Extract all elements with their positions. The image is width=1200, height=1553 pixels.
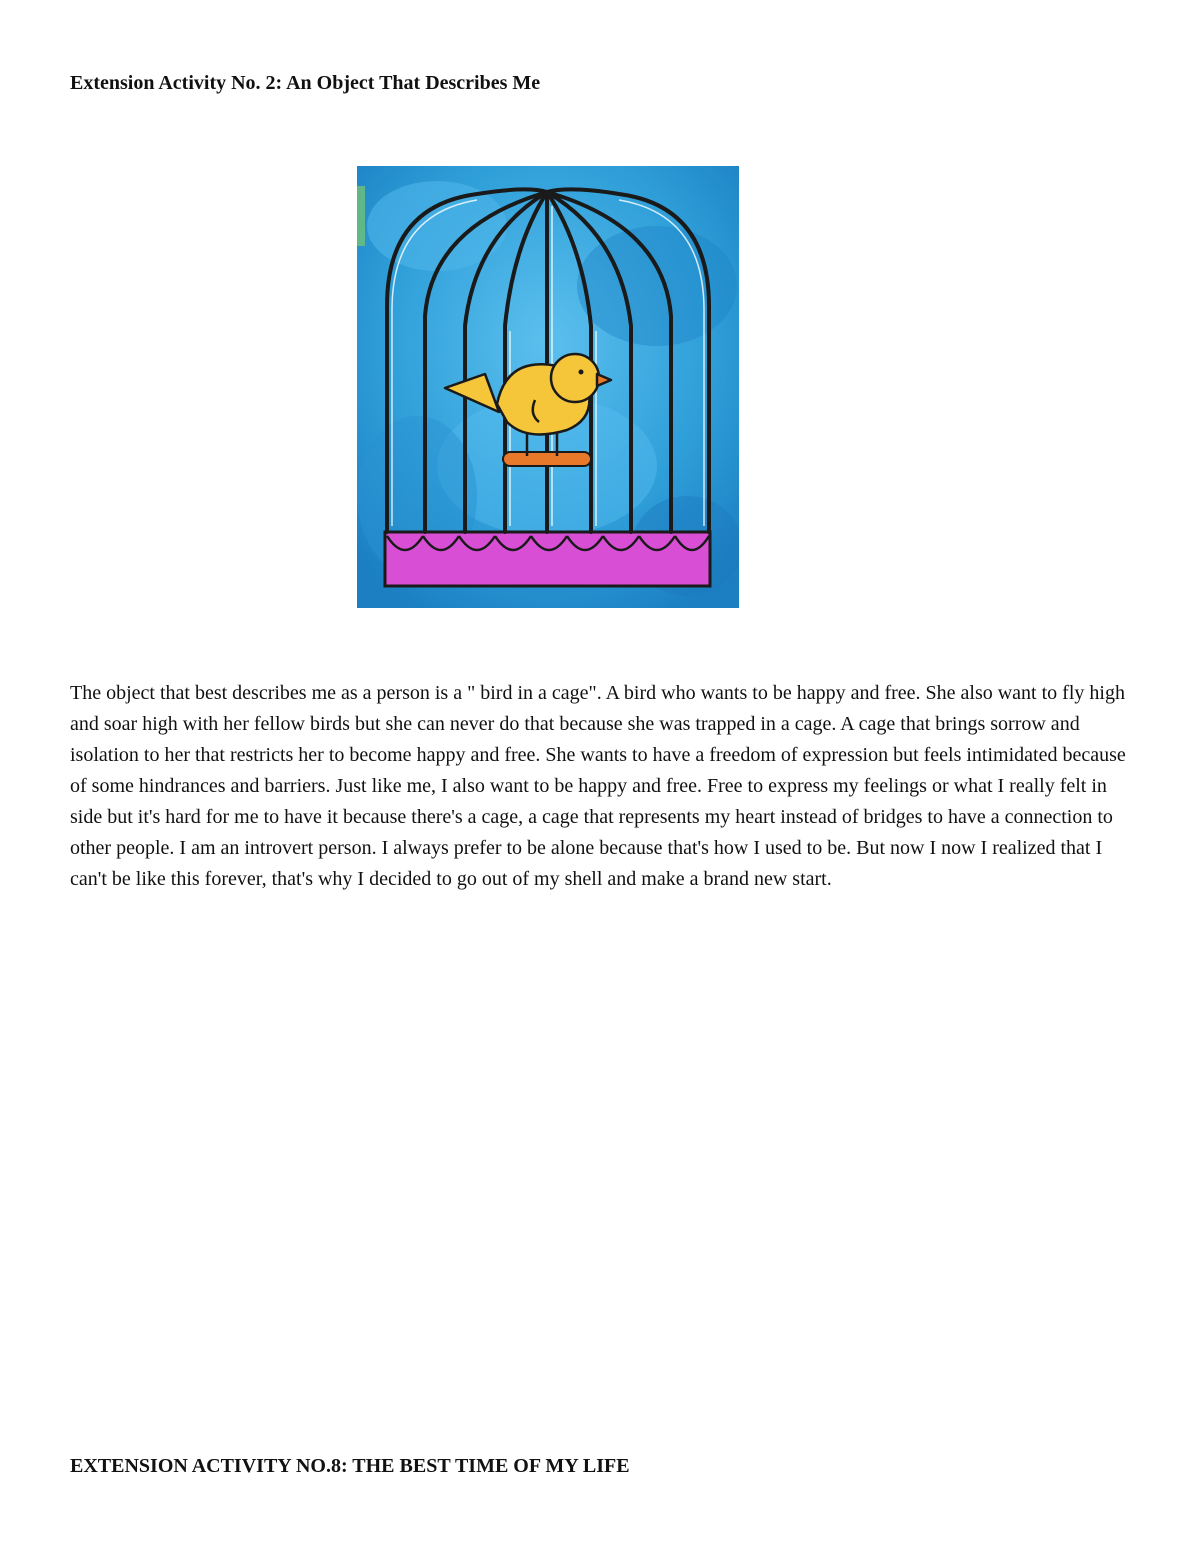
cage-base xyxy=(385,532,710,586)
object-description-paragraph: The object that best describes me as a person is a " bird in a cage". A bird who wants to be happy and free. She also want to fly high and soar high with her fellow birds but she can never do that because she was trapped in a cage. A cage that brings sorrow and isolation to her that restricts her to become happy and free. She wants to have a freedom of expression but feels intimidated because of some hindrances and barriers. Just like me, I also want to be happy and free. Free to express my feelings or what I really felt in side but it's hard for me to have it because there's a cage, a cage that represents my heart instead of bridges to have a connection to other people. I am an introvert person. I always prefer to be alone because that's how I used to be. But now I now I realized that I can't be like this forever, that's why I decided to go out of my shell and make a brand new start. xyxy=(70,682,1126,890)
perch xyxy=(503,452,591,466)
section-heading-activity-8: EXTENSION ACTIVITY NO.8: THE BEST TIME OF MY LIFE xyxy=(70,1455,630,1477)
section-heading-activity-2: Extension Activity No. 2: An Object That Describes Me xyxy=(70,72,541,94)
bird-in-cage-image xyxy=(357,166,739,608)
